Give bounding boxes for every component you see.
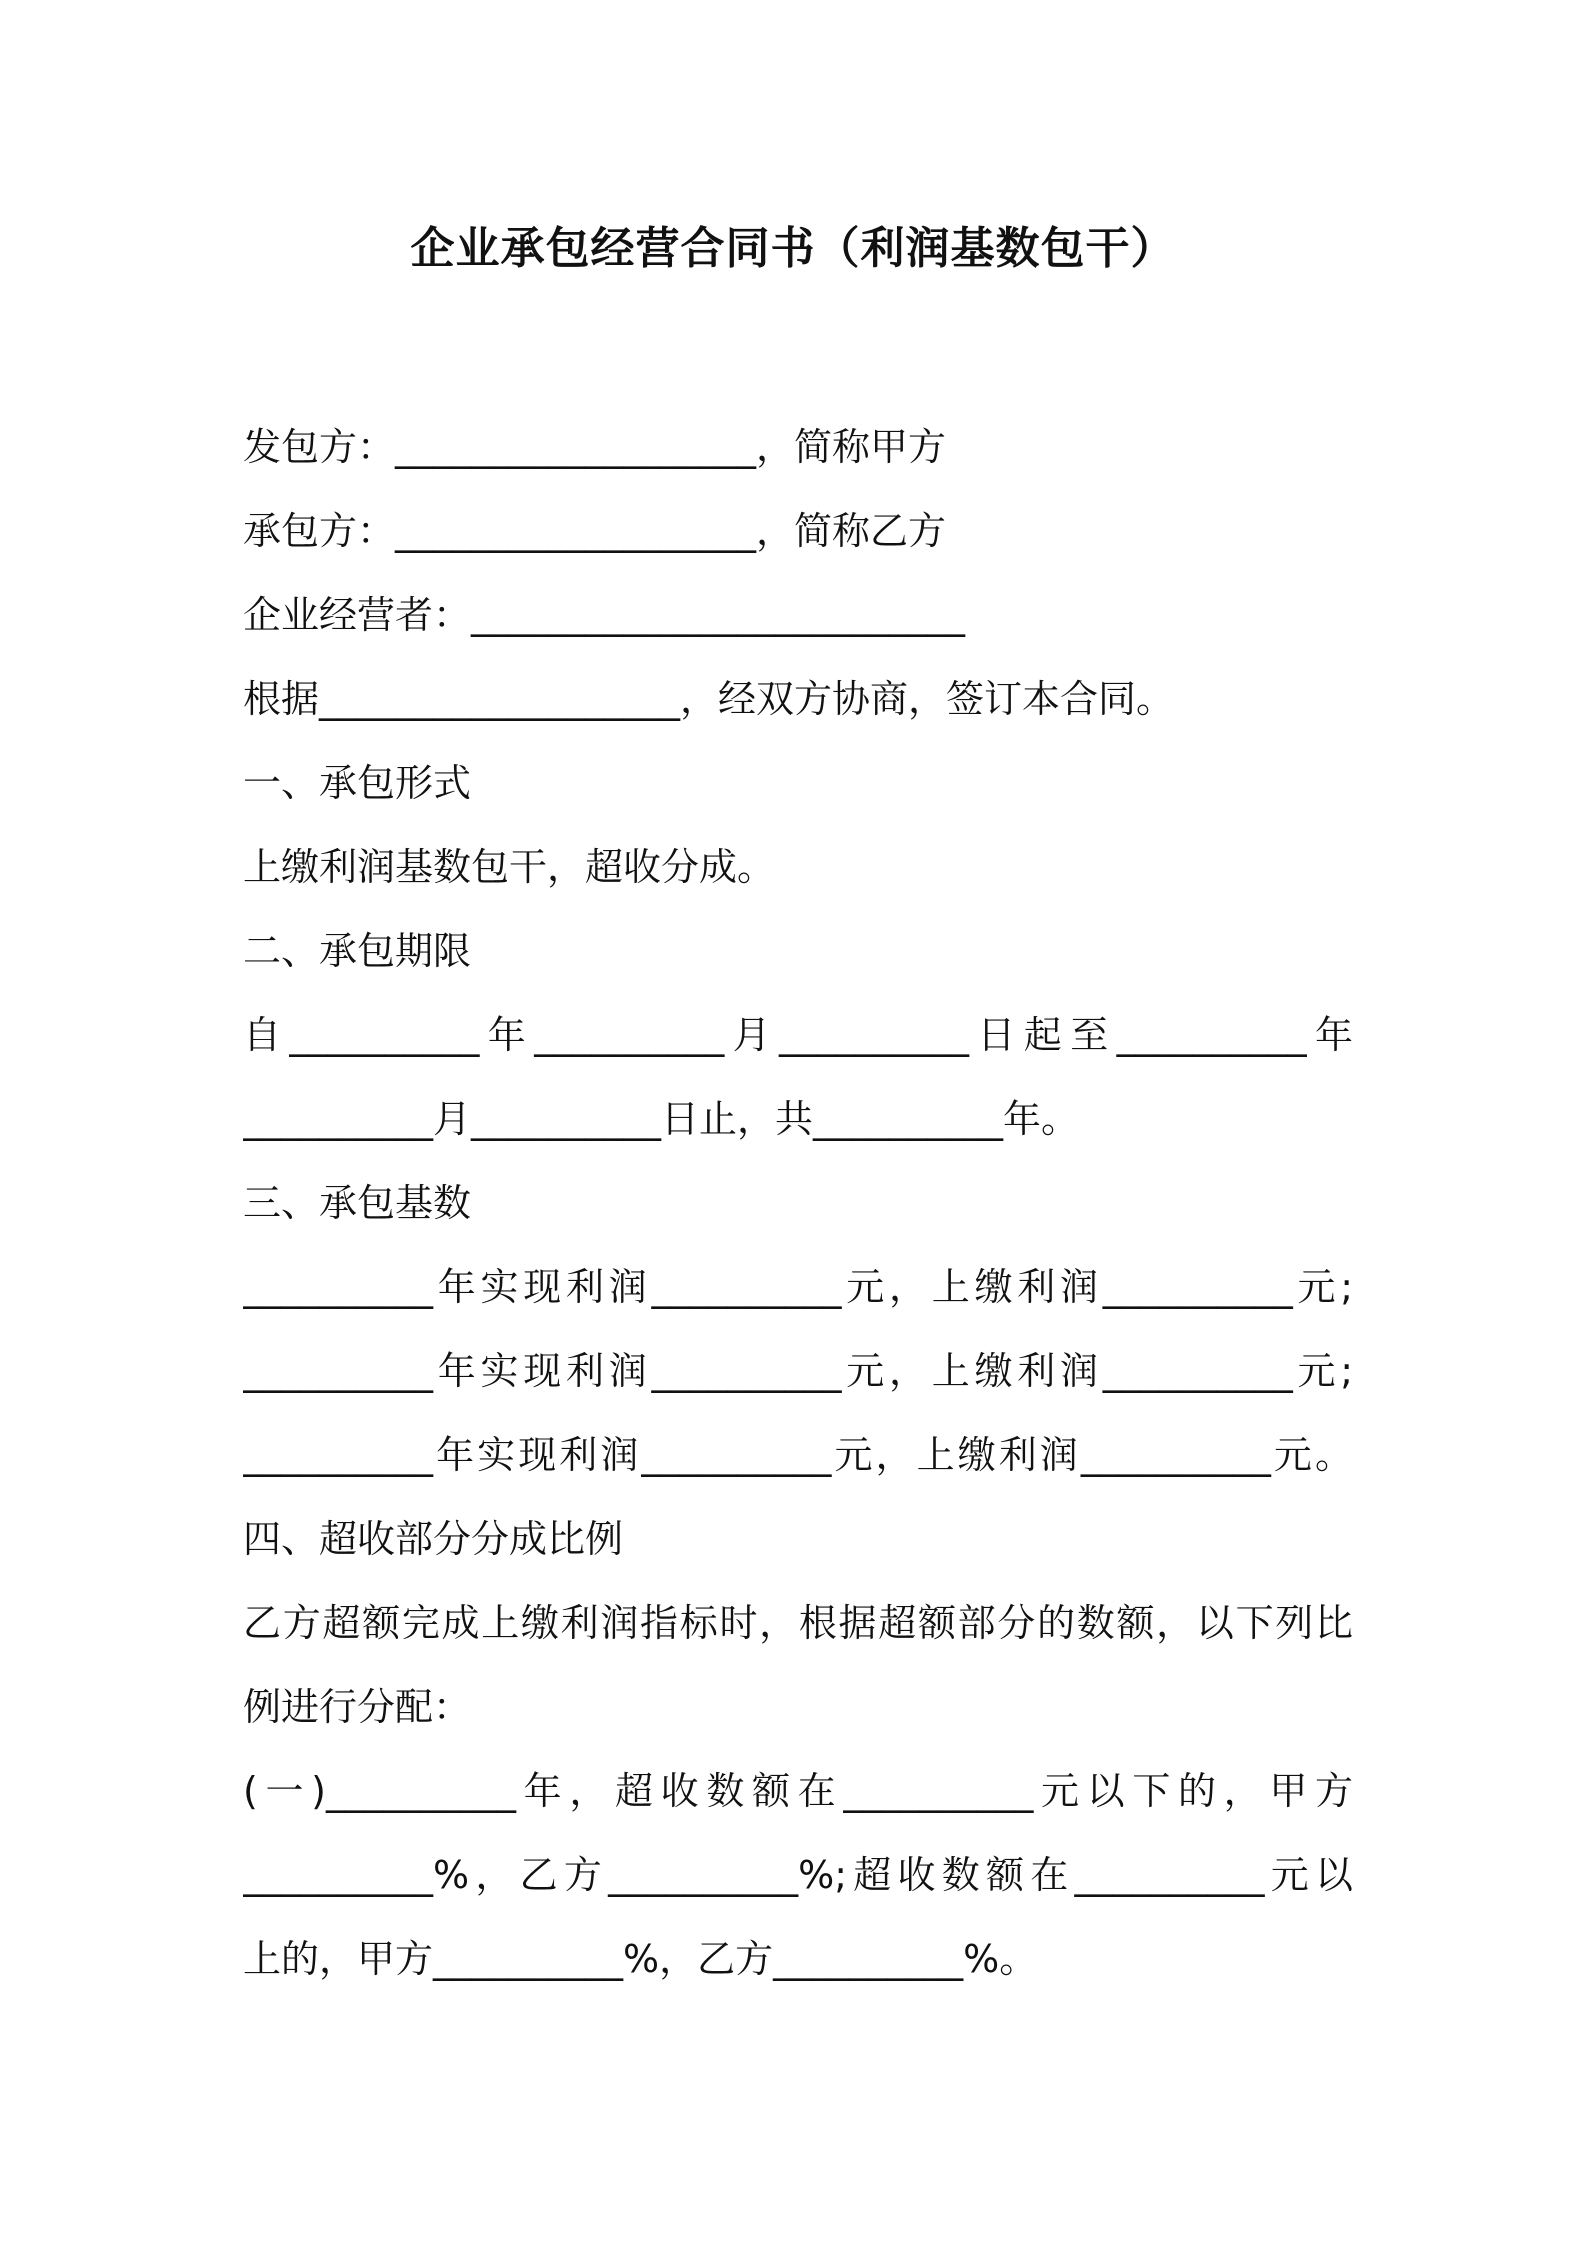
document-body [243, 405, 1353, 2001]
party-b-line: 承包方：___________________，简称乙方 [243, 509, 947, 553]
section-4-text-1: 乙方超额完成上缴利润指标时，根据超额部分的数额，以下列比 [243, 1601, 1353, 1645]
ratio-line-1: (一)__________年，超收数额在__________元以下的，甲方 [243, 1769, 1353, 1813]
base-line-2: __________年实现利润__________元，上缴利润__________元; [243, 1349, 1353, 1393]
ratio-line-3: 上的，甲方__________%，乙方__________%。 [243, 1937, 1038, 1981]
section-1-text: 上缴利润基数包干，超收分成。 [243, 845, 776, 889]
term-line-2: __________月__________日止，共__________年。 [243, 1097, 1080, 1141]
section-1-heading: 一、承包形式 [243, 761, 472, 805]
section-4-heading: 四、超收部分分成比例 [243, 1517, 624, 1561]
base-line-1: __________年实现利润__________元，上缴利润__________元; [243, 1265, 1353, 1309]
basis-line: 根据___________________，经双方协商，签订本合同。 [243, 677, 1175, 721]
section-4-text-2: 例进行分配： [243, 1685, 472, 1729]
document-title: 企业承包经营合同书（利润基数包干） [410, 223, 1176, 274]
party-a-line: 发包方：___________________，简称甲方 [243, 425, 947, 469]
operator-line: 企业经营者：__________________________ [243, 593, 966, 637]
section-2-heading: 二、承包期限 [243, 929, 472, 973]
base-line-3: __________年实现利润__________元，上缴利润__________元。 [243, 1433, 1353, 1477]
section-3-heading: 三、承包基数 [243, 1181, 472, 1225]
ratio-line-2: __________%，乙方__________%;超收数额在__________元以 [243, 1853, 1353, 1897]
term-line-1: 自__________年__________月__________日起至__________年 [243, 1013, 1353, 1057]
